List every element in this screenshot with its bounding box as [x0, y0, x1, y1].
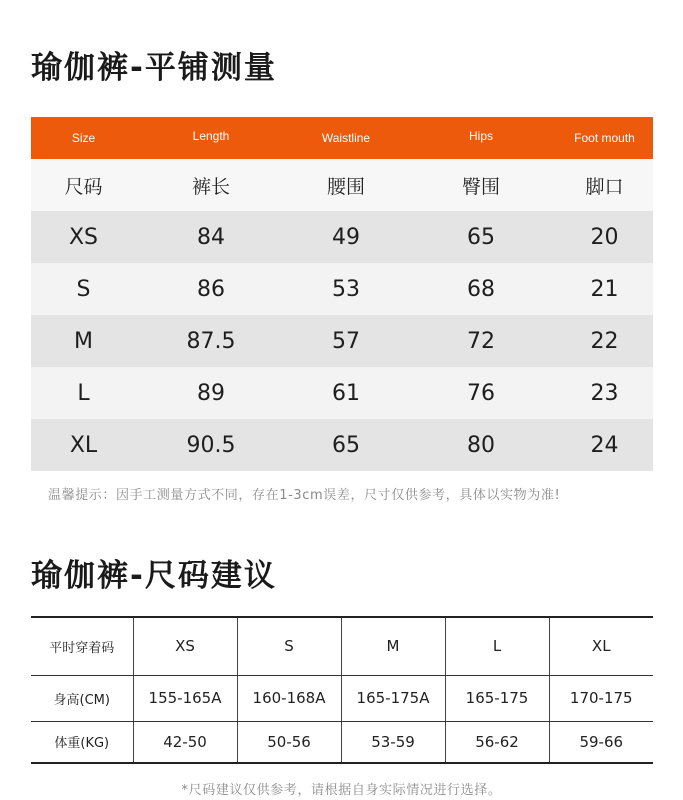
table-row [31, 211, 653, 263]
cell-weight: 56-62 [445, 721, 549, 763]
subheader-length: 裤长 [191, 175, 230, 198]
subheader-hips: 臀围 [461, 175, 500, 198]
cell-height: 165-175 [445, 675, 549, 721]
cell-height: 155-165A [133, 675, 237, 721]
cell-waistline: 61 [332, 380, 360, 406]
cell-size-s: S [237, 617, 341, 675]
cell-length: 86 [197, 276, 225, 302]
row-label-usual-size: 平时穿着码 [31, 617, 133, 675]
cell-foot-mouth: 23 [590, 380, 619, 406]
cell-waistline: 65 [332, 432, 360, 458]
cell-waistline: 53 [332, 276, 360, 302]
measurement-header-row [31, 117, 653, 159]
cell-height: 165-175A [341, 675, 445, 721]
cell-weight: 59-66 [549, 721, 653, 763]
size-suggestion-title: 瑜伽裤-尺码建议 [31, 558, 277, 594]
cell-size: XL [69, 432, 98, 458]
cell-hips: 72 [467, 328, 495, 354]
table-row [31, 617, 653, 675]
cell-hips: 68 [467, 276, 495, 302]
table-row [31, 675, 653, 721]
table-row [31, 367, 653, 419]
cell-size-l: L [445, 617, 549, 675]
cell-weight: 50-56 [237, 721, 341, 763]
header-length: Length [192, 129, 230, 143]
subheader-foot-mouth: 脚口 [585, 175, 624, 198]
cell-length: 90.5 [186, 432, 236, 458]
cell-size: XS [68, 224, 99, 250]
cell-height: 170-175 [549, 675, 653, 721]
measurement-table [31, 117, 653, 471]
header-waistline: Waistline [321, 131, 371, 145]
cell-size: L [77, 380, 90, 406]
subheader-waistline: 腰围 [326, 175, 365, 198]
cell-hips: 76 [467, 380, 495, 406]
cell-size-xl: XL [549, 617, 653, 675]
cell-length: 89 [197, 380, 225, 406]
header-hips: Hips [468, 129, 493, 143]
measurement-note: 温馨提示：因手工测量方式不同，存在1-3cm误差，尺寸仅供参考，具体以实物为准! [48, 488, 561, 503]
measurement-subheader-row [31, 159, 653, 211]
cell-waistline: 49 [332, 224, 360, 250]
row-label-weight: 体重(KG) [31, 721, 133, 763]
cell-size: M [74, 328, 93, 354]
size-suggestion-table [31, 616, 653, 764]
header-foot-mouth: Foot mouth [574, 131, 635, 145]
cell-length: 87.5 [186, 328, 236, 354]
cell-size-m: M [341, 617, 445, 675]
table-row [31, 263, 653, 315]
cell-weight: 53-59 [341, 721, 445, 763]
table-row [31, 721, 653, 763]
cell-waistline: 57 [332, 328, 360, 354]
cell-weight: 42-50 [133, 721, 237, 763]
header-size: Size [71, 131, 96, 145]
cell-hips: 65 [467, 224, 495, 250]
cell-foot-mouth: 21 [590, 276, 619, 302]
subheader-size: 尺码 [64, 175, 103, 198]
cell-length: 84 [197, 224, 225, 250]
table-row [31, 315, 653, 367]
row-label-height: 身高(CM) [31, 675, 133, 721]
cell-foot-mouth: 22 [590, 328, 619, 354]
cell-foot-mouth: 24 [590, 432, 619, 458]
cell-height: 160-168A [237, 675, 341, 721]
cell-size-xs: XS [133, 617, 237, 675]
size-suggestion-note: *尺码建议仅供参考，请根据自身实际情况进行选择。 [181, 783, 502, 798]
cell-hips: 80 [467, 432, 495, 458]
cell-size: S [76, 276, 91, 302]
measurement-title: 瑜伽裤-平铺测量 [31, 50, 277, 86]
cell-foot-mouth: 20 [590, 224, 619, 250]
table-row [31, 419, 653, 471]
